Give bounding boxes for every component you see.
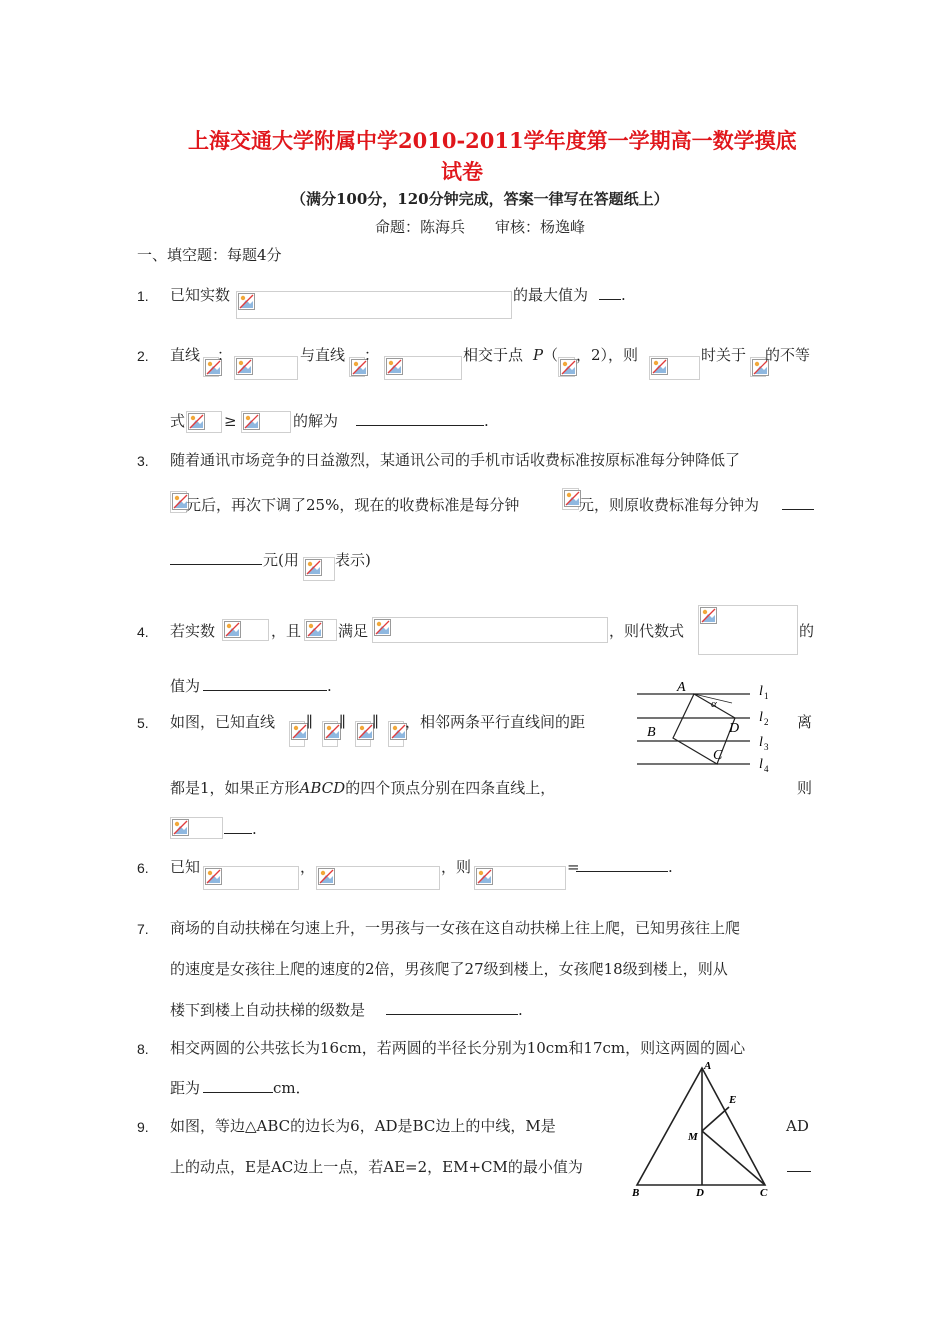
fig5-label-a: A [677,680,686,695]
q1-text-a: 已知实数 [170,286,231,304]
q3-text-d: 元(用 [263,551,299,569]
formula-image [558,357,575,377]
broken-image-icon [172,819,189,836]
triangle-abc [637,1068,765,1185]
q3-number: 3. [137,453,149,469]
formula-image [304,619,337,641]
q6-text-a: 已知 [170,858,201,876]
segment-mc [702,1131,765,1185]
q5-text-c: 离 [797,713,813,731]
formula-image [170,817,223,839]
q2-text-h: 式 [170,412,186,430]
q4-text-d: ，则代数式 [609,622,685,640]
figure-equilateral-triangle [625,1058,775,1198]
q8-text-b: 距为 [170,1079,201,1097]
formula-image [474,866,566,890]
broken-image-icon [238,293,255,310]
q4-text-e: 的 [799,622,815,640]
broken-image-icon [305,559,322,576]
q6-text-b: ， [300,858,316,876]
fig5-label-d: D [729,721,740,736]
q1-text-c: . [621,286,626,304]
fig9-label-m: M [688,1131,698,1143]
q2-text-g: 的不等 [765,346,811,364]
q2-text-e: ，2），则 [576,346,639,364]
formula-image [349,357,365,377]
q7-text-c: 楼下到楼上自动扶梯的级数是 [170,1001,366,1019]
fig5-label-alpha: α [711,698,717,710]
segment-me [702,1107,729,1131]
q5-par-1: ∥ [306,713,313,731]
q5-square-name: ABCD [299,779,346,797]
q2-text-b: 与直线 [300,346,346,364]
broken-image-icon [205,868,222,885]
q5-number: 5. [137,715,149,731]
q7-number: 7. [137,921,149,937]
broken-image-icon [236,358,253,375]
q2-colon-1: ： [217,346,233,364]
q4-text-f: 值为 [170,677,201,695]
formula-image [203,866,299,890]
q5-text-d2: 的四个顶点分别在四条直线上， [345,779,556,797]
q1-text-b: 的最大值为 [513,286,589,304]
formula-image [562,488,579,510]
broken-image-icon [318,868,335,885]
q5-par-3: ∥ [372,713,379,731]
formula-image [372,617,608,643]
q2-text-c: 相交于点 [463,346,524,364]
broken-image-icon [188,413,205,430]
q2-point-p: P [533,346,544,364]
q6-eq: = [567,858,580,876]
doc-title-line1: 上海交通大学附属中学2010-2011学年度第一学期高一数学摸底 [188,128,797,153]
fig5-label-l2: l [759,710,763,725]
formula-image [384,356,462,380]
doc-title-line2: 试卷 [441,159,483,184]
broken-image-icon [476,868,493,885]
q2-geq: ≥ [224,412,237,430]
q9-text-b: AD [786,1117,809,1135]
formula-image [303,557,335,581]
q5-text-d1: 都是1，如果正方形 [170,779,300,797]
fig5-label-l4: l [759,757,763,772]
broken-image-icon [243,413,260,430]
q5-text-f: . [252,820,257,838]
q8-number: 8. [137,1041,149,1057]
fig5-sub-3: 3 [764,742,769,752]
q2-text-j: . [484,412,489,430]
formula-image [750,357,766,377]
formula-image [234,356,298,380]
q3-text-c: 元，则原收费标准每分钟为 [579,496,760,514]
fig9-label-d: D [696,1187,704,1198]
q2-text-d: （ [543,346,559,364]
fig5-label-l1: l [759,684,763,699]
broken-image-icon [374,619,391,636]
formula-image [698,605,798,655]
q7-text-b: 的速度是女孩往上爬的速度的2倍，男孩爬了27级到楼上，女孩爬18级到楼上，则从 [170,960,728,978]
fig5-label-b: B [647,725,656,740]
q9-text-a: 如图，等边△ABC的边长为6，AD是BC边上的中线，M是 [170,1117,556,1135]
q5-text-a: 如图，已知直线 [170,713,276,731]
q5-par-2: ∥ [339,713,346,731]
fig5-sub-4: 4 [764,764,769,774]
formula-image [186,411,222,433]
formula-image [388,721,404,747]
q5-text-b: ，相邻两条平行直线间的距 [405,713,586,731]
q6-text-c: ，则 [441,858,472,876]
q3-text-e: 表示) [335,551,371,569]
q6-text-d: . [668,858,673,876]
broken-image-icon [700,607,717,624]
formula-image [241,411,291,433]
q5-text-e: 则 [797,779,813,797]
formula-image [222,619,269,641]
q8-text-a: 相交两圆的公共弦长为16cm，若两圆的半径长分别为10cm和17cm，则这两圆的圆心 [170,1039,746,1057]
fig9-label-e: E [729,1094,737,1106]
q4-number: 4. [137,624,149,640]
formula-image [236,291,512,319]
q8-text-c: cm． [273,1079,311,1097]
q9-number: 9. [137,1119,149,1135]
fig5-sub-2: 2 [764,717,769,727]
fig5-label-c: C [713,748,723,763]
formula-image [316,866,440,890]
q1-number: 1. [137,288,149,304]
q2-text-a: 直线 [170,346,201,364]
q3-text-a: 随着通讯市场竞争的日益激烈，某通讯公司的手机市话收费标准按原标准每分钟降低了 [170,451,741,469]
formula-image [649,356,700,380]
section-heading: 一、填空题：每题4分 [137,246,282,264]
doc-subtitle: （满分100分，120分钟完成，答案一律写在答题纸上） [291,190,669,208]
q3-text-b: 元后，再次下调了25%，现在的收费标准是每分钟 [186,496,520,514]
fig9-label-c: C [760,1187,768,1198]
q7-text-a: 商场的自动扶梯在匀速上升，一男孩与一女孩在这自动扶梯上往上爬，已知男孩往上爬 [170,919,741,937]
broken-image-icon [651,358,668,375]
square-abcd [673,694,735,764]
fig5-label-l3: l [759,735,763,750]
q2-colon-2: ： [364,346,380,364]
figure-parallel-lines-square [632,675,777,775]
q4-text-c: 满足 [338,622,369,640]
formula-image [170,491,187,513]
q2-text-f: 时关于 [701,346,747,364]
doc-authors: 命题：陈海兵 审核：杨逸峰 [375,218,586,236]
broken-image-icon [224,621,241,638]
broken-image-icon [560,359,577,376]
broken-image-icon [386,358,403,375]
q4-text-b: ，且 [271,622,302,640]
q4-text-a: 若实数 [170,622,216,640]
fig9-label-a: A [704,1060,712,1072]
formula-image [322,721,338,747]
q2-number: 2. [137,348,149,364]
fig5-sub-1: 1 [764,691,769,701]
q7-text-d: . [518,1001,523,1019]
fig9-label-b: B [632,1187,640,1198]
formula-image [289,721,305,747]
broken-image-icon [306,621,323,638]
q2-text-i: 的解为 [293,412,339,430]
q9-text-c: 上的动点，E是AC边上一点，若AE=2，EM+CM的最小值为 [170,1158,583,1176]
q4-text-g: . [327,677,332,695]
q6-number: 6. [137,860,149,876]
formula-image [355,721,371,747]
